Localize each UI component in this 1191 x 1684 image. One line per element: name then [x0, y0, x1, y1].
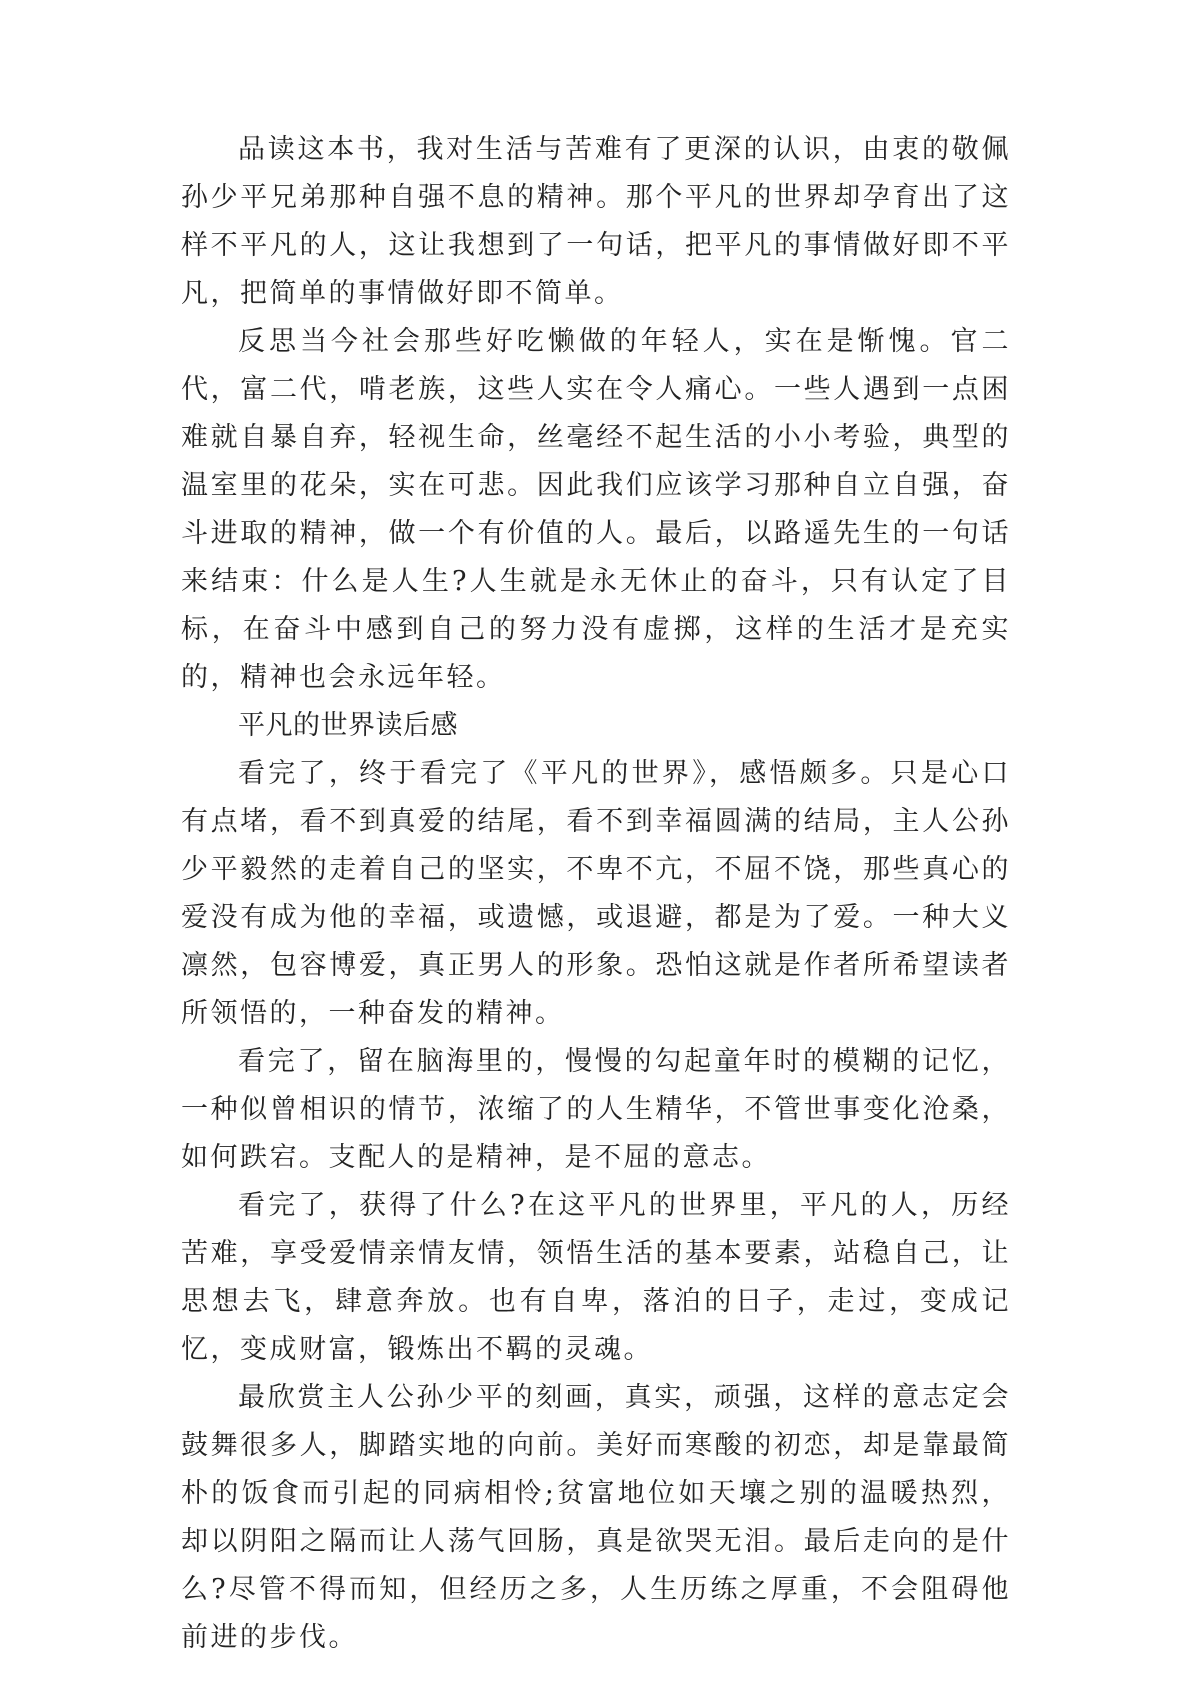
paragraph: 看完了，获得了什么?在这平凡的世界里，平凡的人，历经苦难，享受爱情亲情友情，领悟生活的基本要素，站稳自己，让思想去飞，肆意奔放。也有自卑，落泊的日子，走过，变成记忆，变成财富，锻炼出不羁的灵魂。: [181, 1190, 1011, 1365]
document-body: [181, 126, 1011, 1662]
paragraph: 品读这本书，我对生活与苦难有了更深的认识，由衷的敬佩孙少平兄弟那种自强不息的精神。那个平凡的世界却孕育出了这样不平凡的人，这让我想到了一句话，把平凡的事情做好即不平凡，把简单的事情做好即不简单。: [181, 134, 1011, 309]
paragraph: 反思当今社会那些好吃懒做的年轻人，实在是惭愧。官二代，富二代，啃老族，这些人实在令人痛心。一些人遇到一点困难就自暴自弃，轻视生命，丝毫经不起生活的小小考验，典型的温室里的花朵，实在可悲。因此我们应该学习那种自立自强，奋斗进取的精神，做一个有价值的人。最后，以路遥先生的一句话来结束：什么是人生?人生就是永无休止的奋斗，只有认定了目标，在奋斗中感到自己的努力没有虚掷，这样的生活才是充实的，精神也会永远年轻。: [181, 326, 1011, 693]
section-heading: 平凡的世界读后感: [238, 710, 458, 741]
paragraph: 看完了，留在脑海里的，慢慢的勾起童年时的模糊的记忆，一种似曾相识的情节，浓缩了的人生精华，不管世事变化沧桑，如何跌宕。支配人的是精神，是不屈的意志。: [181, 1046, 1011, 1173]
paragraph: 看完了，终于看完了《平凡的世界》，感悟颇多。只是心口有点堵，看不到真爱的结尾，看不到幸福圆满的结局，主人公孙少平毅然的走着自己的坚实，不卑不亢，不屈不饶，那些真心的爱没有成为他的幸福，或遗憾，或退避，都是为了爱。一种大义凛然，包容博爱，真正男人的形象。恐怕这就是作者所希望读者所领悟的，一种奋发的精神。: [181, 758, 1011, 1029]
paragraph: 最欣赏主人公孙少平的刻画，真实，顽强，这样的意志定会鼓舞很多人，脚踏实地的向前。美好而寒酸的初恋，却是靠最简朴的饭食而引起的同病相怜;贫富地位如天壤之别的温暖热烈，却以阴阳之隔而让人荡气回肠，真是欲哭无泪。最后走向的是什么?尽管不得而知，但经历之多，人生历练之厚重，不会阻碍他前进的步伐。: [181, 1382, 1011, 1653]
